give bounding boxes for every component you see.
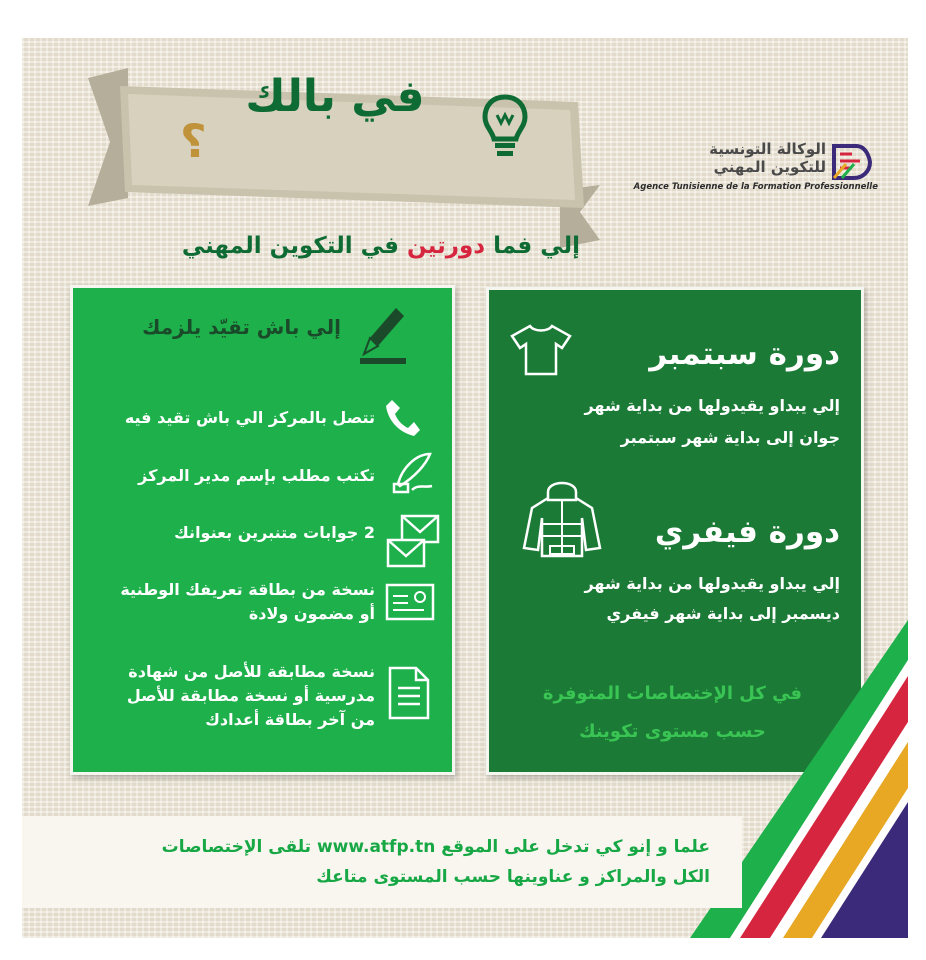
question-mark: ؟ [180,114,207,168]
subtitle-highlight: دورتين [407,233,486,259]
september-session-line2: جوان إلى بداية شهر سبتمبر [620,428,840,447]
subtitle-after: في التكوين المهني [181,233,407,259]
requirements-heading: إلي باش تقيّد يلزمك [142,315,341,339]
february-session-line2: ديسمبر إلى بداية شهر فيفري [606,604,840,623]
requirement-item-5: نسخة مطابقة للأصل من شهادة مدرسية أو نسخة مطابقة للأصل من آخر بطاقة أعدادك [126,662,375,729]
bottom-info-line1: علما و إنو كي تدخل على الموقع www.atfp.tn تلقى الإختصاصات [161,837,710,857]
requirement-item-2: تكتب مطلب بإسم مدير المركز [138,466,375,485]
bottom-info-text [110,832,710,892]
logo-arabic-line1: الوكالة التونسية [709,140,826,158]
requirement-item-4: نسخة من بطاقة تعريفك الوطنية أو مضمون ولادة [120,580,375,623]
subtitle-before: إلي فما [485,233,580,259]
bottom-info-line2: الكل والمراكز و عناوينها حسب المستوى متاعك [316,867,710,887]
september-session-line1: إلي يبداو يقيدولها من بداية شهر [584,396,840,415]
page-title: في بالك [245,71,425,122]
logo-arabic-line2: للتكوين المهني [713,158,826,176]
logo-french-name: Agence Tunisienne de la Formation Professionnelle [633,182,878,192]
specialties-note-line1: في كل الإختصاصات المتوفرة [542,683,803,704]
requirement-item-1: تتصل بالمركز الي باش تقيد فيه [124,408,375,427]
february-session-line1: إلي يبداو يقيدولها من بداية شهر [584,574,840,593]
september-session-title: دورة سبتمبر [649,336,840,372]
specialties-note-line2: حسب مستوى تكوينك [579,721,766,742]
requirement-item-3: 2 جوابات متنبرين بعنوانك [174,523,375,542]
february-session-title: دورة فيفري [654,514,840,550]
